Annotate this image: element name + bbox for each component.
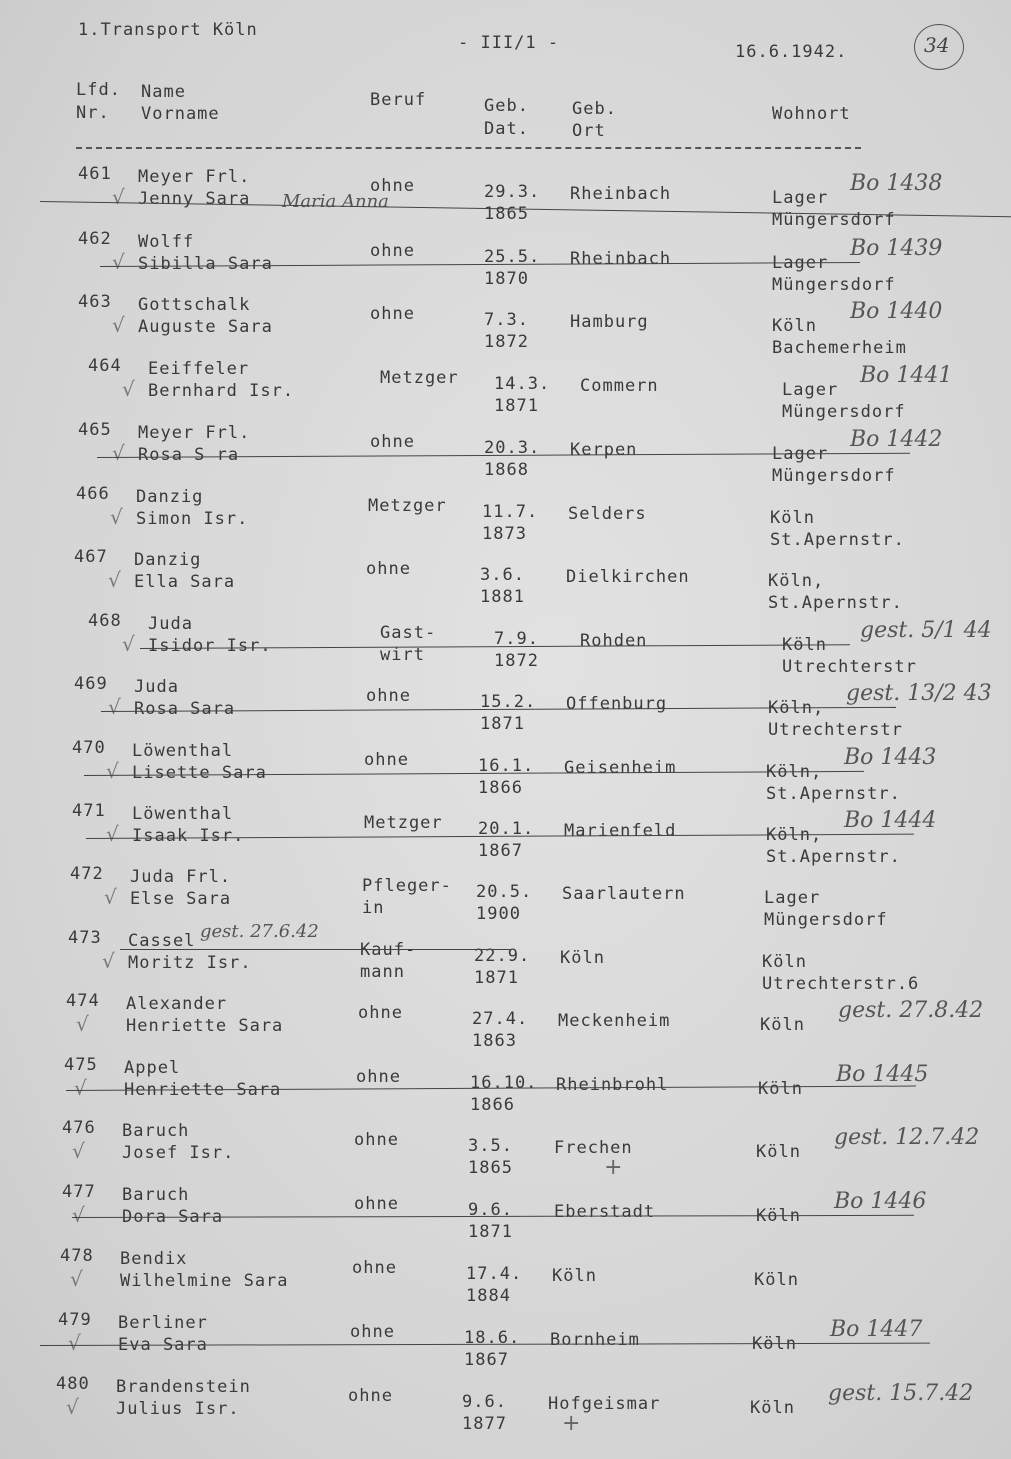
table-row [0,921,1001,994]
row-occupation: ohne [354,1194,399,1214]
handwritten-annotation: Bo 1441 [860,363,953,388]
row-birth-year: 1873 [482,524,527,544]
row-birth-place: Köln [560,948,605,968]
row-birth-year: 1866 [470,1095,515,1115]
row-number: 466 [76,484,110,504]
row-residence: Köln [756,1142,801,1162]
row-occupation: Gast- [380,623,437,643]
row-birth-year: 1865 [468,1158,513,1178]
table-row [0,1054,997,1117]
row-surname: Juda Frl. [130,867,232,887]
row-residence-2: St.Apernstr. [770,530,905,550]
row-birth-date: 29.3. [484,182,541,202]
row-birth-year: 1871 [474,968,519,988]
col-name-2: Vorname [141,104,220,124]
row-birth-date: 3.6. [480,565,525,585]
page-number: - III/1 - [458,33,560,53]
row-surname: Danzig [134,550,202,570]
table-row [0,673,1007,740]
check-mark-icon: √ [72,1203,85,1227]
row-residence-2: Müngersdorf [772,275,896,295]
row-occupation: ohne [356,1067,401,1087]
row-surname: Danzig [136,487,204,507]
row-birth-year: 1900 [476,904,521,924]
check-mark-icon: √ [76,1012,89,1036]
row-number: 470 [72,738,106,758]
table-row [0,483,1009,550]
row-birth-date: 22.9. [474,946,531,966]
row-surname: Cassel [128,931,196,951]
row-birth-date: 3.5. [468,1136,513,1156]
row-birth-place: Saarlautern [562,884,686,904]
check-mark-icon: √ [108,695,121,719]
row-occupation: ohne [350,1322,395,1342]
row-occupation: ohne [354,1130,399,1150]
row-number: 465 [78,420,112,440]
row-birth-date: 18.6. [464,1328,521,1348]
row-surname: Baruch [122,1121,190,1141]
row-number: 462 [78,229,112,249]
row-residence-2: Utrechterstr [768,720,903,740]
check-mark-icon: √ [68,1331,81,1355]
row-number: 477 [62,1182,96,1202]
row-residence: Köln [760,1015,805,1035]
handwritten-annotation: Bo 1446 [834,1189,927,1214]
col-lfd-2: Nr. [76,103,110,123]
handwritten-annotation: Bo 1442 [850,427,943,452]
row-residence: Köln [750,1398,795,1418]
row-birth-date: 14.3. [494,374,551,394]
row-birth-year: 1871 [494,396,539,416]
row-residence-2: Müngersdorf [764,910,888,930]
row-occupation: ohne [366,686,411,706]
row-residence: Köln [782,635,827,655]
table-row [0,1181,995,1244]
handwritten-annotation: gest. 27.8.42 [838,998,984,1023]
row-birth-place: Kerpen [570,440,638,460]
row-birth-year: 1867 [478,841,523,861]
row-residence: Köln, [766,825,823,845]
document-date: 16.6.1942. [735,42,848,62]
row-birth-date: 7.9. [494,629,539,649]
row-birth-date: 7.3. [484,310,529,330]
page-stamp-number: 34 [924,33,950,57]
table-row [0,800,1005,867]
row-firstname: Ella Sara [134,572,236,592]
row-firstname: Josef Isr. [122,1143,235,1163]
row-residence-2: St.Apernstr. [766,784,901,804]
row-occupation: Metzger [380,368,459,388]
row-birth-date: 16.1. [478,756,535,776]
row-residence: Köln [758,1079,803,1099]
row-firstname: Sibilla Sara [138,254,273,274]
row-residence: Köln [754,1270,799,1290]
check-mark-icon: √ [72,1139,85,1163]
row-birth-place: Hofgeismar [548,1394,661,1414]
row-occupation: ohne [370,176,415,196]
row-residence: Lager [782,380,839,400]
row-birth-place: Marienfeld [564,821,677,841]
check-mark-icon: √ [106,759,119,783]
row-birth-year: 1870 [484,269,529,289]
handwritten-annotation-2: gest. 27.6.42 [200,921,319,942]
row-firstname: Wilhelmine Sara [120,1271,289,1291]
row-birth-date: 20.5. [476,882,533,902]
row-number: 471 [72,801,106,821]
row-firstname: Henriette Sara [126,1016,284,1036]
handwritten-annotation-2: Maria Anna [282,191,389,212]
row-occupation: Kauf- [360,940,417,960]
row-birth-year: 1871 [480,714,525,734]
row-occupation: Pfleger- [362,876,452,896]
row-residence-2: St.Apernstr. [766,847,901,867]
row-residence-2: Müngersdorf [772,210,896,230]
check-mark-icon: √ [112,441,125,465]
handwritten-annotation: Bo 1440 [850,299,943,324]
table-row [0,228,1011,295]
row-firstname: Rosa S ra [138,445,240,465]
row-surname: Juda [134,677,179,697]
row-firstname: Moritz Isr. [128,953,252,973]
row-surname: Berliner [118,1313,208,1333]
row-occupation: ohne [352,1258,397,1278]
row-surname: Baruch [122,1185,190,1205]
check-mark-icon: √ [106,822,119,846]
row-surname: Gottschalk [138,295,251,315]
row-firstname: Lisette Sara [132,763,267,783]
row-birth-place: Geisenheim [564,758,677,778]
cross-mark-icon: + [562,1411,581,1436]
row-birth-place: Commern [580,376,659,396]
row-birth-date: 9.6. [462,1392,507,1412]
row-firstname: Henriette Sara [124,1080,282,1100]
row-birth-year: 1868 [484,460,529,480]
check-mark-icon: √ [112,313,125,337]
row-residence: Lager [764,888,821,908]
handwritten-annotation: gest. 15.7.42 [828,1381,974,1406]
row-birth-place: Meckenheim [558,1011,671,1031]
check-mark-icon: √ [108,568,121,592]
row-surname: Meyer Frl. [138,423,251,443]
table-row [0,1309,991,1372]
row-number: 461 [78,164,112,184]
row-number: 469 [74,674,108,694]
row-birth-place: Köln [552,1266,597,1286]
row-firstname: Bernhard Isr. [148,381,295,401]
row-residence: Köln, [768,698,825,718]
row-number: 480 [56,1374,90,1394]
row-number: 475 [64,1055,98,1075]
table-row [0,863,1003,930]
row-firstname: Dora Sara [122,1207,224,1227]
col-wohnort: Wohnort [772,104,851,124]
row-surname: Löwenthal [132,804,234,824]
row-occupation: ohne [364,750,409,770]
row-birth-date: 15.2. [480,692,537,712]
row-birth-place: Dielkirchen [566,567,690,587]
header-divider [76,147,861,149]
row-residence: Lager [772,444,829,464]
row-birth-place: Frechen [554,1138,633,1158]
check-mark-icon: √ [110,505,123,529]
row-occupation: Metzger [368,496,447,516]
row-birth-year: 1865 [484,204,529,224]
table-row [0,291,1011,358]
handwritten-annotation: gest. 5/1 44 [860,618,992,643]
row-birth-date: 25.5. [484,247,541,267]
row-birth-year: 1866 [478,778,523,798]
row-firstname: Isaak Isr. [132,826,245,846]
table-row [10,355,1011,422]
col-beruf: Beruf [370,90,427,110]
row-birth-date: 20.1. [478,819,535,839]
row-birth-place: Rheinbach [570,184,672,204]
col-geb-dat-2: Dat. [484,119,529,139]
check-mark-icon: √ [112,185,125,209]
col-geb-dat-1: Geb. [484,96,529,116]
row-firstname: Simon Isr. [136,509,249,529]
row-firstname: Jenny Sara [138,189,251,209]
row-residence: Köln, [768,571,825,591]
handwritten-annotation: Bo 1444 [844,808,937,833]
row-surname: Appel [124,1058,181,1078]
table-row [0,990,999,1053]
row-surname: Bendix [120,1249,188,1269]
table-row [10,610,1011,677]
table-row [0,1117,995,1180]
row-birth-date: 17.4. [466,1264,523,1284]
row-occupation-2: wirt [380,645,425,665]
col-geb-ort-1: Geb. [572,99,617,119]
handwritten-annotation: Bo 1438 [850,171,943,196]
row-surname: Meyer Frl. [138,167,251,187]
row-firstname: Rosa Sara [134,699,236,719]
handwritten-annotation: Bo 1443 [844,745,937,770]
row-birth-year: 1881 [480,587,525,607]
row-birth-place: Rheinbach [570,249,672,269]
cross-mark-icon: + [604,1155,623,1180]
row-residence: Lager [772,253,829,273]
handwritten-annotation: gest. 13/2 43 [846,681,992,706]
table-row [0,546,1007,613]
row-birth-place: Rohden [580,631,648,651]
row-birth-place: Selders [568,504,647,524]
row-firstname: Isidor Isr. [148,636,272,656]
row-number: 474 [66,991,100,1011]
handwritten-annotation: gest. 12.7.42 [834,1125,980,1150]
row-birth-date: 20.3. [484,438,541,458]
row-occupation: Metzger [364,813,443,833]
check-mark-icon: √ [112,250,125,274]
row-surname: Löwenthal [132,741,234,761]
row-birth-place: Offenburg [566,694,668,714]
row-residence: Köln [772,316,817,336]
row-residence-2: Müngersdorf [782,402,906,422]
col-geb-ort-2: Ort [572,121,606,141]
row-surname: Wolff [138,232,195,252]
row-number: 472 [70,864,104,884]
row-occupation: ohne [370,241,415,261]
row-number: 468 [88,611,122,631]
row-birth-year: 1872 [494,651,539,671]
row-surname: Juda [148,614,193,634]
row-occupation-2: mann [360,962,405,982]
col-lfd-1: Lfd. [76,80,121,100]
row-birth-place: Hamburg [570,312,649,332]
check-mark-icon: √ [70,1267,83,1291]
row-firstname: Auguste Sara [138,317,273,337]
row-birth-date: 27.4. [472,1009,529,1029]
row-residence-2: Utrechterstr [782,657,917,677]
row-occupation: ohne [366,559,411,579]
row-residence-2: Müngersdorf [772,466,896,486]
row-residence-2: Utrechterstr.6 [762,974,920,994]
row-surname: Eeiffeler [148,359,250,379]
table-row [0,419,1011,486]
handwritten-annotation: Bo 1439 [850,236,943,261]
row-birth-year: 1871 [468,1222,513,1242]
row-surname: Brandenstein [116,1377,251,1397]
row-birth-year: 1872 [484,332,529,352]
handwritten-annotation: Bo 1445 [836,1062,929,1087]
row-birth-date: 9.6. [468,1200,513,1220]
table-row [0,1245,993,1308]
check-mark-icon: √ [66,1395,79,1419]
check-mark-icon: √ [102,949,115,973]
row-firstname: Eva Sara [118,1335,208,1355]
row-birth-year: 1867 [464,1350,509,1370]
row-birth-place: Rheinbrohl [556,1075,669,1095]
row-birth-year: 1863 [472,1031,517,1051]
handwritten-annotation: Bo 1447 [830,1317,923,1342]
row-firstname: Julius Isr. [116,1399,240,1419]
row-birth-place: Bornheim [550,1330,640,1350]
row-occupation: ohne [348,1386,393,1406]
row-occupation-2: in [362,898,385,918]
row-birth-date: 16.10. [470,1073,538,1093]
row-number: 479 [58,1310,92,1330]
table-row [0,737,1005,804]
table-row [0,163,1011,230]
col-name-1: Name [141,82,186,102]
check-mark-icon: √ [122,632,135,656]
row-surname: Alexander [126,994,228,1014]
row-number: 478 [60,1246,94,1266]
row-residence: Köln [770,508,815,528]
row-residence: Lager [772,188,829,208]
row-occupation: ohne [370,304,415,324]
row-residence-2: Bachemerheim [772,338,907,358]
row-occupation: ohne [370,432,415,452]
row-residence-2: St.Apernstr. [768,593,903,613]
row-residence: Köln, [766,762,823,782]
row-number: 473 [68,928,102,948]
row-number: 463 [78,292,112,312]
row-residence: Köln [752,1334,797,1354]
table-row [0,1373,989,1436]
transport-title: 1.Transport Köln [78,20,258,40]
row-residence: Köln [756,1206,801,1226]
row-number: 464 [88,356,122,376]
check-mark-icon: √ [104,885,117,909]
check-mark-icon: √ [74,1076,87,1100]
row-birth-date: 11.7. [482,502,539,522]
row-number: 467 [74,547,108,567]
row-birth-year: 1884 [466,1286,511,1306]
row-number: 476 [62,1118,96,1138]
row-firstname: Else Sara [130,889,232,909]
check-mark-icon: √ [122,377,135,401]
row-residence: Köln [762,952,807,972]
row-birth-year: 1877 [462,1414,507,1434]
row-occupation: ohne [358,1003,403,1023]
row-birth-place: Eberstadt [554,1202,656,1222]
strikethrough-line [120,949,510,950]
